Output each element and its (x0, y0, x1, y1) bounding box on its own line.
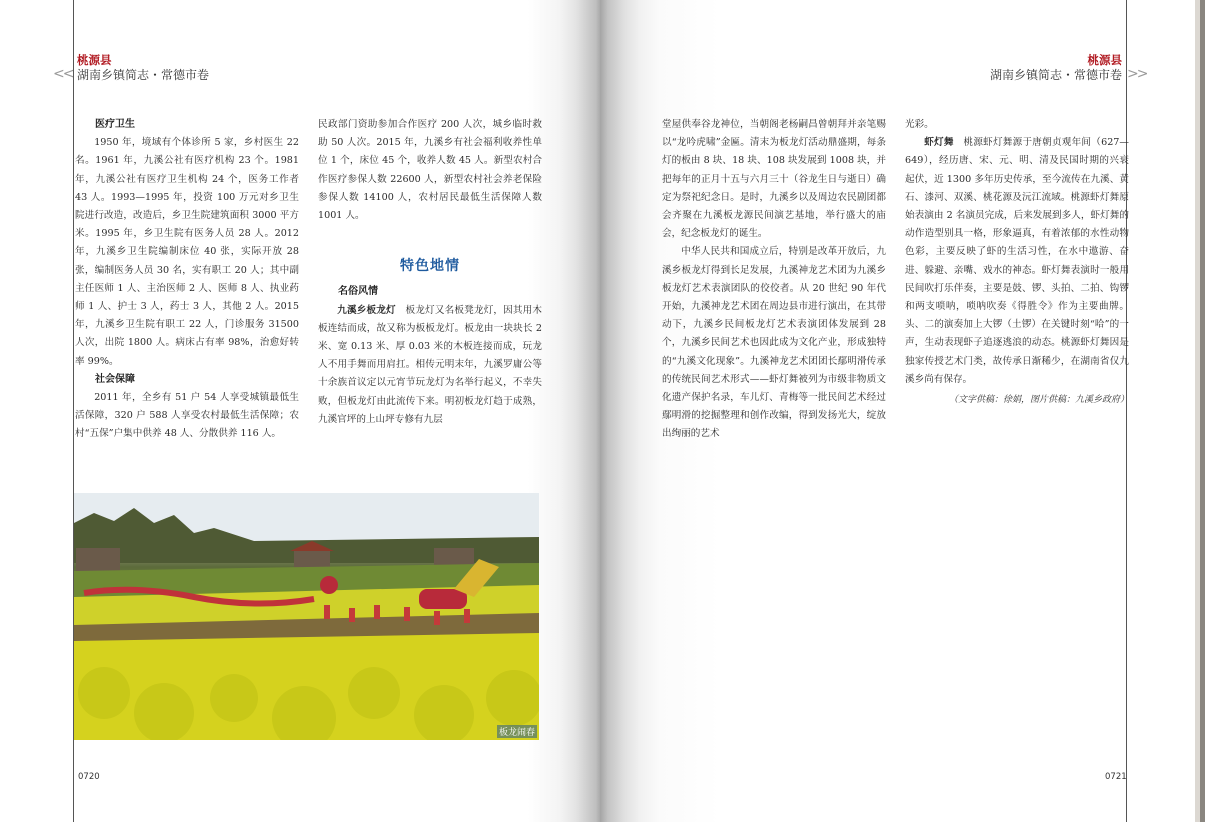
right-page-edge (1195, 0, 1200, 822)
paragraph-social-security: 2011 年，全乡有 51 户 54 人享受城镇最低生活保障，320 户 588 人享受农村最低生活保障；农村“五保”户集中供养 48 人、分散供养 116 人。 (75, 392, 299, 440)
right-column-2 (905, 116, 1129, 409)
left-header-arrow: << (53, 66, 73, 82)
dragon-lantern-photo (74, 493, 539, 740)
heading-medical: 医疗卫生 (95, 119, 135, 130)
heading-folk-custom: 名俗风情 (338, 286, 378, 298)
left-page (0, 0, 600, 822)
left-column-1 (75, 116, 299, 444)
right-header-county: 桃源县 (1087, 53, 1122, 67)
paragraph-dragon-cont: 堂屋供奉谷龙神位，当朝阁老杨嗣昌曾朝拜并亲笔赐以“龙吟虎啸”金匾。清末为板龙灯活动鼎盛期，每条灯的板由 8 块、18 块、108 块发展到 1008 块，并把每年的正月十五与六月三十（谷龙生日与逝日）确定为祭祀纪念日。是时，九溪乡以及周边农民剧团都会齐聚在九溪板龙源民间演艺基地，举行盛大的庙会，纪念板龙灯的诞生。 (662, 119, 886, 240)
paragraph-shrimp-dance (905, 134, 1129, 389)
heading-social-security: 社会保障 (95, 373, 135, 385)
lead-dragon-lantern: 九溪乡板龙灯 (337, 304, 396, 316)
section-title: 特色地情 (400, 258, 460, 275)
left-column-2 (318, 116, 542, 429)
right-header-title: 湖南乡镇简志・常德市卷 (989, 68, 1122, 82)
paragraph-art-cont: 光彩。 (905, 119, 934, 130)
photo-text-credit: （文字供稿：徐娟，图片供稿：九溪乡政府） (948, 395, 1129, 406)
paragraph-medical: 1950 年，境域有个体诊所 5 家，乡村医生 22 名。1961 年，九溪公社有医疗机构 23 个。1981 年，九溪公社有医疗卫生机构 24 个，医务工作者 43 人。1993—1995 年，投资 100 万元对乡卫生院进行改造，改造后，乡卫生院建筑面积 3000 平方米。1995 年，乡卫生院有医务人员 28 人。2012 年，九溪乡卫生院编制床位 40 张，实际开放 28 张，编制医务人员 30 名，实有职工 20 人；其中副主任医师 1 人、主治医师 2 人、医师 8 人、执业药师 1 人、护士 3 人，药士 3 人，其他 2 人。2015 年，九溪乡卫生院有职工 22 人，门诊服务 31500 人次，出院 1800 人。病床占有率 98%，治愈好转率 99%。 (75, 137, 299, 367)
right-column-1 (662, 116, 886, 444)
text-shrimp-dance: 桃源虾灯舞源于唐朝贞观年间（627—649），经历唐、宋、元、明、清及民国时期的兴衰起伏，近 1300 多年历史传承，至今流传在九溪、黄石、漆河、双溪、桃花源及沅江流域。桃源虾灯舞原始表演由 2 名演员完成，后来发展到多人，虾灯舞的动作造型别具一格，形象逼真，有着浓郁的水性动物色彩，主要反映了虾的生活习性，在水中遨游、奋进、躲避、亲嘴、戏水的神态。虾灯舞表演时一般用民间吹打乐伴奏，主要是鼓、锣、头拍、二拍、钩锣和两支唢呐，唢呐吹奏《得胜令》作为主要曲牌。头、二的演奏加上大锣（土锣）在关键时刻“哈”的一声，生动表现虾子追逐逃浪的动态。桃源虾灯舞因是独家传授艺术门类，故传承日渐稀少，在湖南省仅九溪乡尚有保存。 (905, 137, 1129, 385)
left-header-county: 桃源县 (77, 53, 112, 67)
left-header-title: 湖南乡镇简志・常德市卷 (77, 68, 210, 82)
lead-shrimp-dance: 虾灯舞 (924, 137, 954, 149)
paragraph-dragon-lantern (318, 302, 542, 429)
photo-illustration (74, 493, 539, 740)
right-page-number: 0721 (1105, 772, 1127, 782)
right-page (600, 0, 1200, 822)
right-header-arrow: >> (1127, 66, 1147, 82)
paragraph-modern-development: 中华人民共和国成立后，特别是改革开放后，九溪乡板龙灯得到长足发展，九溪神龙艺术团为九溪乡板龙灯艺术表演团队的佼佼者。从 20 世纪 90 年代开始，九溪神龙艺术团在周边县市进行演出，在其带动下，九溪乡民间板龙灯艺术表演团体发展到 28 个，九溪乡民间艺术也因此成为文化产业，形成独特的“九溪文化现象”。九溪神龙艺术团团长鄢明滑传承的传统民间艺术形式——虾灯舞被列为市级非物质文化遗产保护名录，车儿灯、青梅等一批民间艺术经过鄢明滑的挖掘整理和创作改编，得到发扬光大，绽放出绚丽的艺术 (662, 246, 886, 440)
paragraph-social-cont: 民政部门资助参加合作医疗 200 人次，城乡临时救助 50 人次。2015 年，九溪乡有社会福利收养性单位 1 个，床位 45 个，收养人数 45 人。新型农村合作医疗参保人数 22600 人，新型农村社会养老保险参保人数 14100 人，农村居民最低生活保障人数 1001 人。 (318, 119, 542, 222)
text-dragon-lantern: 板龙灯又名板凳龙灯，因其用木板连结而成，故又称为板板龙灯。板龙由一块块长 2 米、宽 0.13 米、厚 0.03 米的木板连接而成，玩龙人不用手舞而用肩扛。相传元明末年，九溪罗庸公等十余族首议定以元宵节玩龙灯为名举行起义，不幸失败，但板龙灯由此流传下来。明初板龙灯趋于成熟，九溪官坪的上山坪专修有九层 (318, 304, 543, 425)
left-page-number: 0720 (78, 772, 100, 782)
photo-caption: 板龙闹春 (497, 725, 537, 738)
